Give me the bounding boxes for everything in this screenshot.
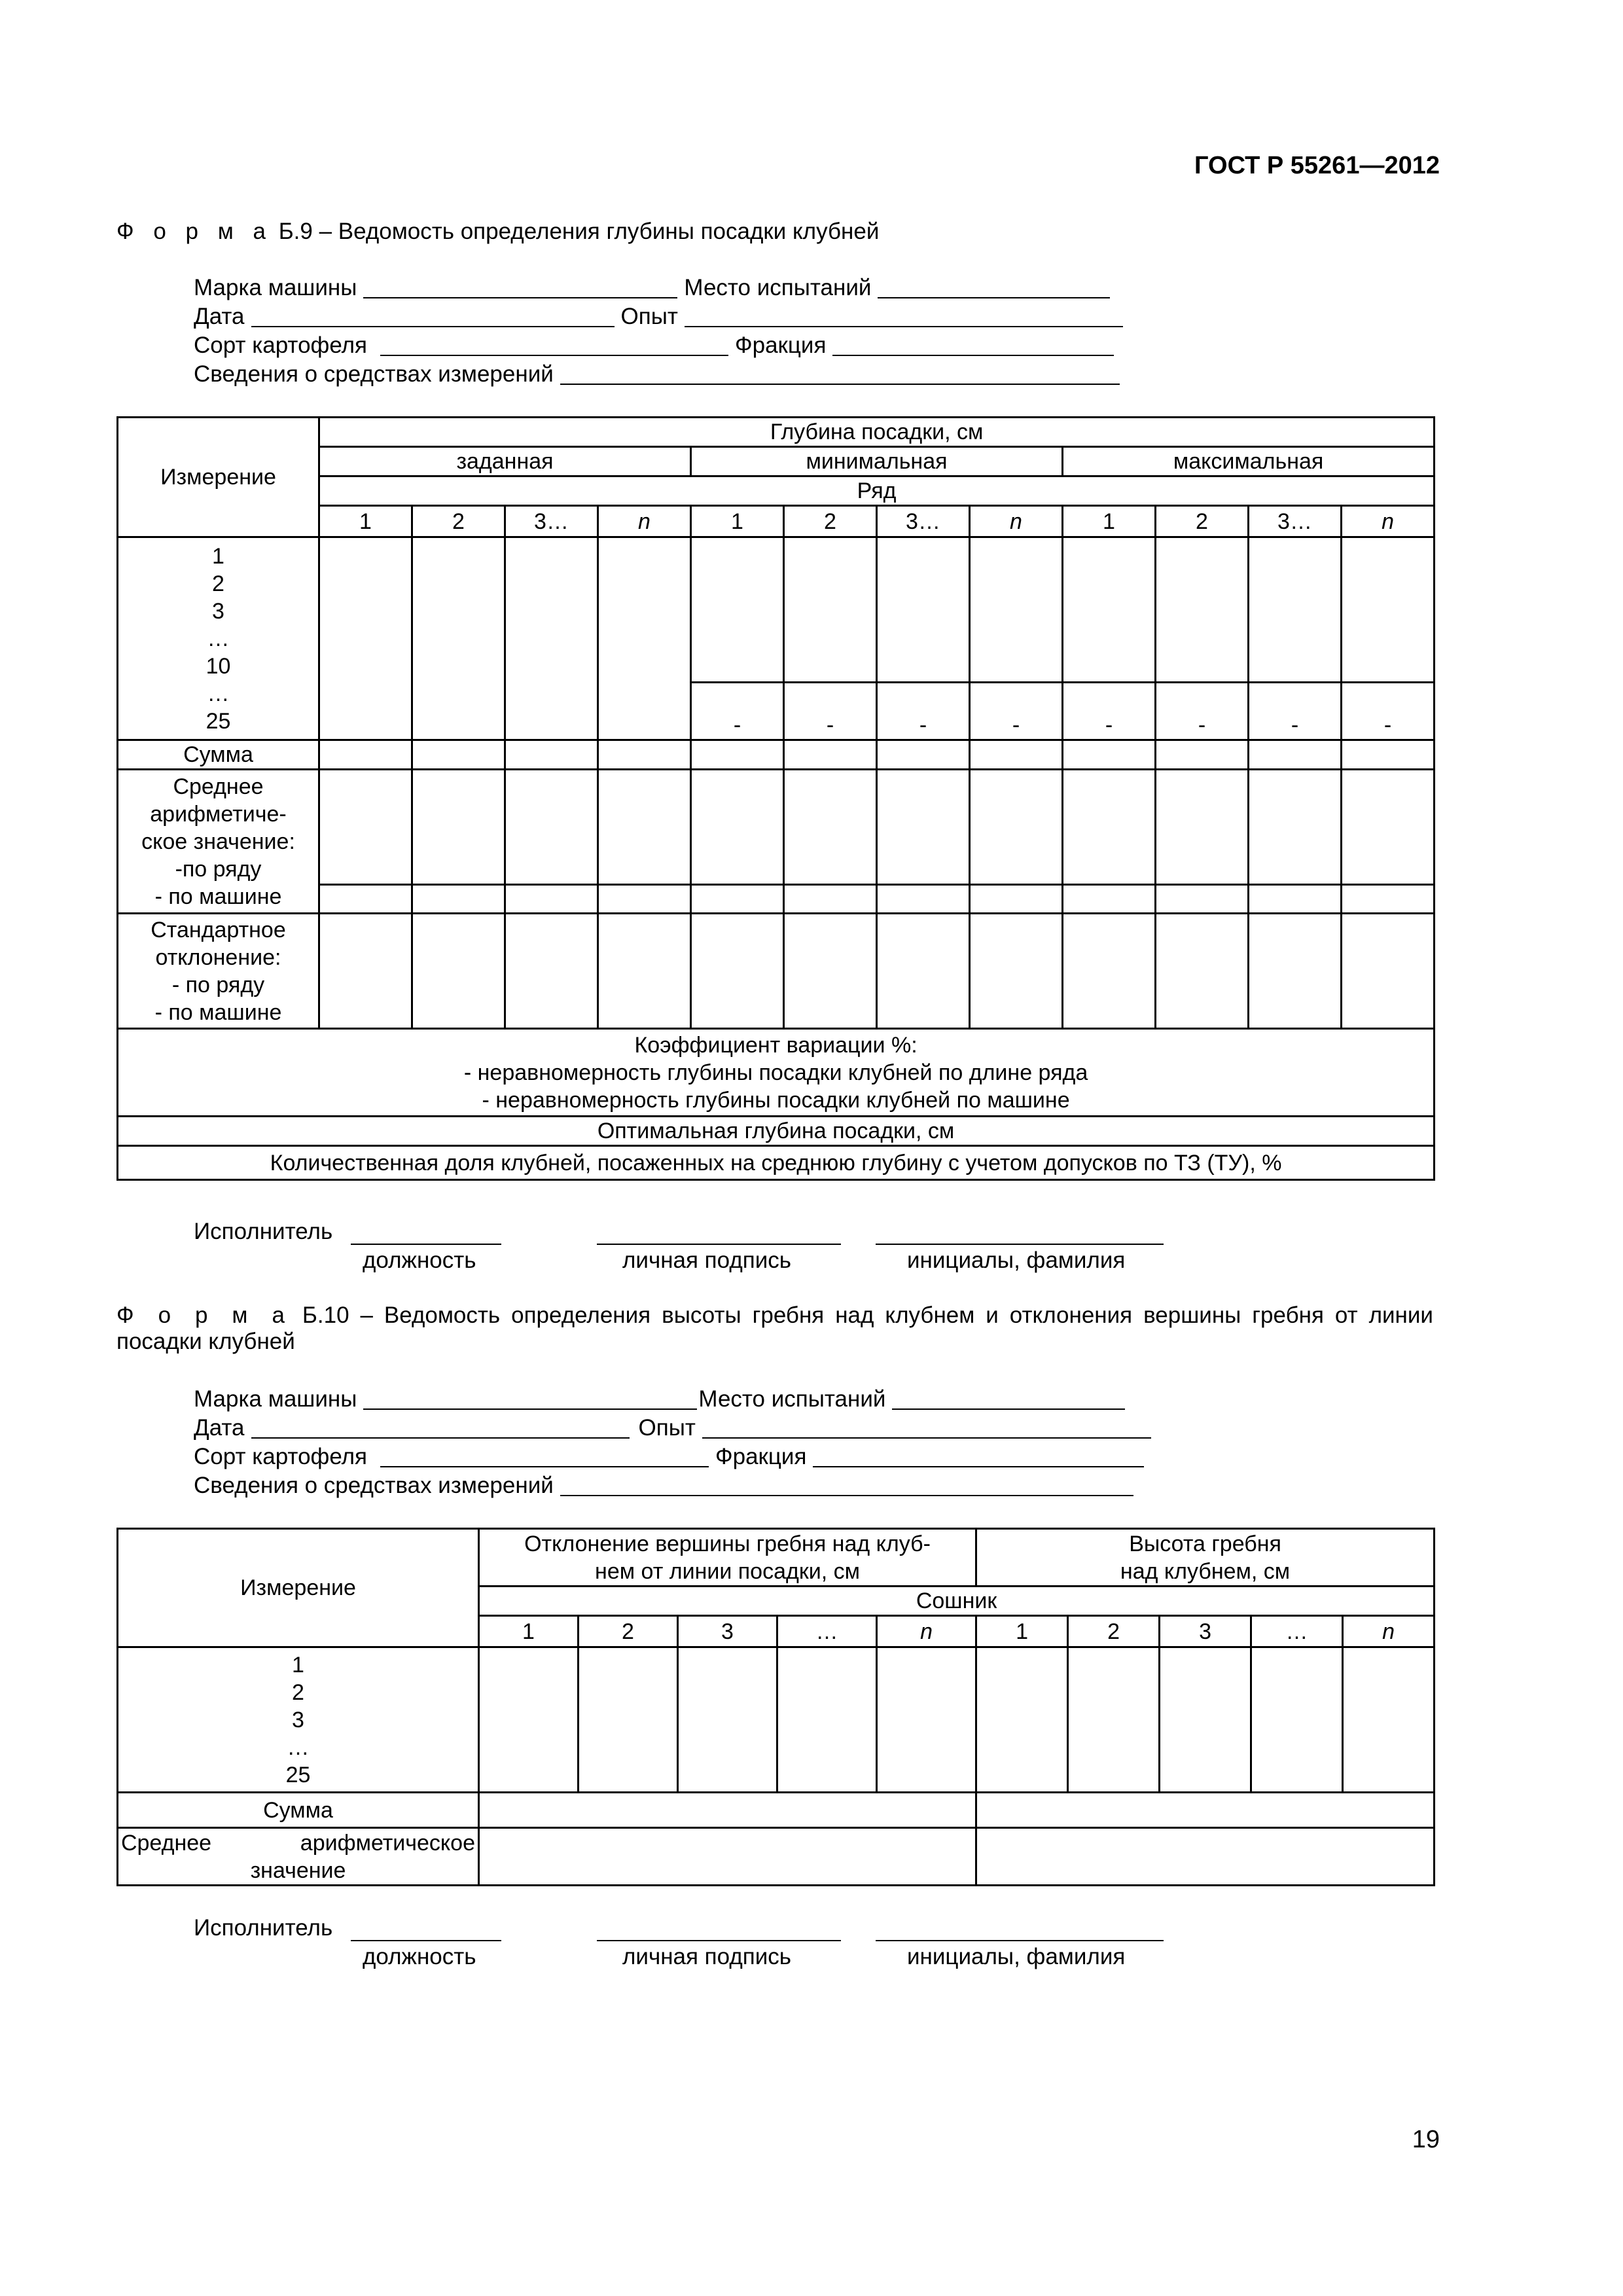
position-caption: должность — [363, 1944, 476, 1969]
mean-line-2: значение — [250, 1857, 346, 1883]
form9-group-max: максимальная — [1063, 447, 1435, 476]
form9-measurement-header: Измерение — [118, 418, 319, 537]
mean-line: ское значение: — [141, 829, 295, 854]
form9-cell[interactable] — [505, 914, 598, 1029]
form10-signature-block — [194, 1915, 1241, 1981]
mean-line: - по машине — [154, 884, 282, 909]
meas-num: 3 — [292, 1707, 304, 1732]
form9-date-label: Дата — [194, 304, 245, 329]
mean-line-1 — [121, 1829, 475, 1857]
form10-col-n: n — [877, 1616, 976, 1647]
form9-cell[interactable] — [970, 537, 1063, 683]
std-line: - по машине — [154, 999, 282, 1025]
form9-cell[interactable] — [412, 770, 505, 885]
form9-col-2: 2 — [412, 506, 505, 537]
form10-title-line1 — [116, 1302, 1433, 1329]
form10-variety-label: Сорт картофеля — [194, 1444, 368, 1469]
form9-dash-cell: - — [970, 683, 1063, 740]
form9-col-2: 2 — [784, 506, 877, 537]
form10-measurement-numbers — [118, 1647, 479, 1793]
form9-cell[interactable] — [784, 885, 877, 914]
form9-machine-blank[interactable] — [363, 278, 677, 298]
form10-deviation-header — [479, 1529, 976, 1587]
cv-line: Коэффициент вариации %: — [634, 1032, 918, 1058]
form9-group-set: заданная — [319, 447, 691, 476]
cv-line: - неравномерность глубины посадки клубней по длине ряда — [463, 1060, 1088, 1085]
form9-cell[interactable] — [505, 740, 598, 770]
form10-cell[interactable] — [1068, 1647, 1160, 1793]
form9-cell[interactable] — [598, 770, 691, 885]
form9-cell[interactable] — [412, 885, 505, 914]
form10-instruments-blank[interactable] — [560, 1475, 1133, 1496]
form10-col-3: 3 — [1160, 1616, 1251, 1647]
form9-cell[interactable] — [970, 770, 1063, 885]
form9-dash-cell: - — [1249, 683, 1342, 740]
form9-cell[interactable] — [877, 885, 970, 914]
form10-col-2: 2 — [1068, 1616, 1160, 1647]
form9-cell[interactable] — [1249, 740, 1342, 770]
form9-field-row-instruments — [194, 360, 1130, 389]
form10-table — [116, 1528, 1435, 1886]
mean-line: Среднее — [173, 774, 264, 799]
form9-cell[interactable] — [784, 740, 877, 770]
form9-cell[interactable] — [319, 885, 412, 914]
form9-place-blank[interactable] — [878, 278, 1110, 298]
form9-cell[interactable] — [1156, 914, 1249, 1029]
name-line[interactable] — [876, 1224, 1164, 1245]
meas-num: … — [287, 1734, 310, 1760]
form10-title-text: Б.10 – Ведомость определения высоты гребня над клубнем и отклонения вершины гребня от линии — [302, 1302, 1433, 1328]
name-caption: инициалы, фамилия — [907, 1247, 1126, 1273]
form9-cell[interactable] — [970, 740, 1063, 770]
form10-fraction-blank[interactable] — [813, 1446, 1144, 1467]
form10-col-2: 2 — [579, 1616, 678, 1647]
form10-sum-label: Сумма — [118, 1793, 479, 1828]
form9-field-row-date — [194, 302, 1130, 331]
form9-title-text: Б.9 – Ведомость определения глубины посадки клубней — [278, 219, 880, 244]
form9-experiment-label: Опыт — [620, 304, 678, 329]
form9-cell[interactable] — [877, 914, 970, 1029]
form9-cell[interactable] — [412, 914, 505, 1029]
form10-col-1: 1 — [479, 1616, 579, 1647]
form9-cell[interactable] — [1063, 885, 1156, 914]
form9-cell[interactable] — [691, 770, 784, 885]
meas-num: 1 — [212, 543, 224, 569]
form9-cell[interactable] — [319, 914, 412, 1029]
form9-col-n: n — [970, 506, 1063, 537]
form9-cell[interactable] — [784, 770, 877, 885]
form10-experiment-blank[interactable] — [702, 1418, 1151, 1439]
form9-cell[interactable] — [1342, 914, 1435, 1029]
cv-line: - неравномерность глубины посадки клубней по машине — [482, 1087, 1070, 1113]
form9-cell[interactable] — [784, 537, 877, 683]
form10-col-ellipsis: … — [1251, 1616, 1343, 1647]
form9-cell[interactable] — [691, 537, 784, 683]
form10-cell[interactable] — [877, 1647, 976, 1793]
meas-num: 2 — [212, 571, 224, 596]
std-line: - по ряду — [171, 972, 265, 997]
form9-table — [116, 416, 1435, 1181]
form9-dash-cell: - — [784, 683, 877, 740]
form10-field-row-variety — [194, 1443, 1158, 1471]
sign-caption: личная подпись — [622, 1944, 791, 1969]
form10-mean-label — [118, 1828, 479, 1886]
form10-height-header — [976, 1529, 1435, 1587]
form9-cell[interactable] — [319, 740, 412, 770]
meas-num: 10 — [205, 653, 231, 679]
form10-cell[interactable] — [1251, 1647, 1343, 1793]
meas-num: 25 — [285, 1762, 311, 1787]
form10-machine-blank[interactable] — [363, 1389, 697, 1410]
form10-cell[interactable] — [976, 1647, 1068, 1793]
deviation-line: Отклонение вершины гребня над клуб- — [524, 1531, 931, 1556]
form9-cell[interactable] — [691, 740, 784, 770]
form9-signature-block — [194, 1219, 1241, 1284]
executor-label: Исполнитель — [194, 1915, 333, 1941]
mean-word: Среднее — [121, 1830, 212, 1856]
form9-col-2: 2 — [1156, 506, 1249, 537]
form9-col-3: 3… — [1249, 506, 1342, 537]
form9-cell[interactable] — [505, 770, 598, 885]
form10-cell[interactable] — [479, 1647, 579, 1793]
position-caption: должность — [363, 1247, 476, 1273]
form10-sum-deviation[interactable] — [479, 1793, 976, 1828]
form9-dash-cell: - — [691, 683, 784, 740]
executor-label: Исполнитель — [194, 1219, 333, 1244]
name-line[interactable] — [876, 1920, 1164, 1941]
form9-cell[interactable] — [1249, 914, 1342, 1029]
form10-mean-deviation[interactable] — [479, 1828, 976, 1886]
form10-cell[interactable] — [1343, 1647, 1435, 1793]
form9-cell[interactable] — [412, 537, 505, 740]
form9-field-row-variety — [194, 331, 1130, 360]
form10-experiment-label: Опыт — [638, 1415, 696, 1441]
form9-col-3: 3… — [505, 506, 598, 537]
form10-place-blank[interactable] — [892, 1389, 1125, 1410]
form9-depth-header: Глубина посадки, см — [319, 418, 1435, 447]
form9-machine-label: Марка машины — [194, 275, 357, 300]
form9-fraction-label: Фракция — [735, 332, 827, 358]
form9-cell[interactable] — [877, 537, 970, 683]
form9-cell[interactable] — [691, 914, 784, 1029]
form9-dash-cell: - — [1063, 683, 1156, 740]
form9-cell[interactable] — [1249, 885, 1342, 914]
form10-measurement-header: Измерение — [118, 1529, 479, 1647]
form10-place-label: Место испытаний — [698, 1386, 886, 1412]
height-line: над клубнем, см — [1120, 1558, 1291, 1584]
form9-cell[interactable] — [1156, 770, 1249, 885]
std-line: Стандартное — [151, 917, 286, 942]
sign-caption: личная подпись — [622, 1247, 791, 1273]
form9-cell[interactable] — [412, 740, 505, 770]
height-line: Высота гребня — [1129, 1531, 1281, 1556]
std-line: отклонение: — [155, 944, 281, 970]
form9-field-row-machine — [194, 274, 1130, 302]
form9-cell[interactable] — [1249, 537, 1342, 683]
form10-row-label: Сошник — [479, 1587, 1435, 1616]
form10-title — [116, 1302, 1433, 1355]
form10-sum-height[interactable] — [976, 1793, 1435, 1828]
form9-dash-cell: - — [877, 683, 970, 740]
form9-cell[interactable] — [1342, 740, 1435, 770]
form10-col-3: 3 — [678, 1616, 777, 1647]
mean-line: -по ряду — [175, 856, 262, 882]
mean-word: арифметическое — [300, 1830, 475, 1856]
form9-col-n: n — [598, 506, 691, 537]
form9-cell[interactable] — [505, 537, 598, 740]
form9-cell[interactable] — [1156, 885, 1249, 914]
form9-fraction-blank[interactable] — [832, 335, 1114, 356]
form9-cell[interactable] — [1342, 770, 1435, 885]
form10-col-1: 1 — [976, 1616, 1068, 1647]
form9-cell[interactable] — [319, 537, 412, 740]
mean-line: арифметиче- — [150, 801, 287, 827]
meas-num: … — [207, 626, 230, 651]
form9-cell[interactable] — [1342, 537, 1435, 683]
form9-cell[interactable] — [598, 914, 691, 1029]
form10-cell[interactable] — [579, 1647, 678, 1793]
form10-col-n: n — [1343, 1616, 1435, 1647]
meas-num: 25 — [205, 708, 231, 734]
form9-cell[interactable] — [1063, 537, 1156, 683]
sign-line[interactable] — [597, 1920, 841, 1941]
form9-cell[interactable] — [1063, 770, 1156, 885]
form10-date-blank[interactable] — [251, 1418, 630, 1439]
form9-sum-label: Сумма — [118, 740, 319, 770]
form9-cell[interactable] — [691, 885, 784, 914]
form10-machine-label: Марка машины — [194, 1386, 357, 1412]
form10-mean-height[interactable] — [976, 1828, 1435, 1886]
form9-instruments-blank[interactable] — [560, 364, 1120, 385]
form9-cell[interactable] — [319, 770, 412, 885]
form9-cell[interactable] — [970, 885, 1063, 914]
form9-cell[interactable] — [598, 885, 691, 914]
form9-place-label: Место испытаний — [684, 275, 872, 300]
form9-measurement-numbers — [118, 537, 319, 740]
form9-col-1: 1 — [691, 506, 784, 537]
form9-cell[interactable] — [784, 914, 877, 1029]
form10-field-row-date — [194, 1414, 1158, 1443]
form9-cell[interactable] — [1063, 740, 1156, 770]
name-caption: инициалы, фамилия — [907, 1944, 1126, 1969]
form9-col-1: 1 — [1063, 506, 1156, 537]
position-line[interactable] — [351, 1224, 501, 1245]
form9-cell[interactable] — [598, 537, 691, 740]
form9-row-label: Ряд — [319, 476, 1435, 506]
meas-num: 3 — [212, 598, 224, 624]
meas-num: … — [207, 681, 230, 706]
form10-field-row-instruments — [194, 1471, 1158, 1500]
form10-variety-blank[interactable] — [380, 1446, 709, 1467]
form10-cell[interactable] — [1160, 1647, 1251, 1793]
form9-variety-blank[interactable] — [380, 335, 728, 356]
meas-num: 2 — [292, 1679, 304, 1705]
form9-cell[interactable] — [1249, 770, 1342, 885]
form9-mean-label — [118, 770, 319, 914]
form9-cv-block — [118, 1029, 1435, 1117]
sign-line[interactable] — [597, 1224, 841, 1245]
form10-col-ellipsis: … — [777, 1616, 877, 1647]
form10-cell[interactable] — [678, 1647, 777, 1793]
form9-cell[interactable] — [598, 740, 691, 770]
form9-cell[interactable] — [970, 914, 1063, 1029]
meas-num: 1 — [292, 1652, 304, 1677]
form9-cell[interactable] — [1156, 537, 1249, 683]
form9-share: Количественная доля клубней, посаженных на среднюю глубину с учетом допусков по ТЗ (ТУ), % — [118, 1146, 1435, 1180]
page-number: 19 — [1412, 2126, 1440, 2153]
deviation-line: нем от линии посадки, см — [595, 1558, 860, 1584]
form9-cell[interactable] — [877, 770, 970, 885]
document-standard-number: ГОСТ Р 55261—2012 — [1194, 152, 1440, 179]
form9-col-3: 3… — [877, 506, 970, 537]
form9-dash-cell: - — [1156, 683, 1249, 740]
form9-cell[interactable] — [877, 740, 970, 770]
form9-dash-cell: - — [1342, 683, 1435, 740]
form9-cell[interactable] — [1063, 914, 1156, 1029]
form9-title-prefix: Ф о р м а — [116, 219, 272, 244]
form9-optimal-depth: Оптимальная глубина посадки, см — [118, 1117, 1435, 1146]
form10-field-row-machine — [194, 1385, 1158, 1414]
form10-title-prefix: Ф о р м а — [116, 1302, 291, 1328]
form9-cell[interactable] — [1156, 740, 1249, 770]
form10-cell[interactable] — [777, 1647, 877, 1793]
form9-cell[interactable] — [505, 885, 598, 914]
form10-fields — [194, 1385, 1158, 1500]
form9-cell[interactable] — [1342, 885, 1435, 914]
form9-variety-label: Сорт картофеля — [194, 332, 368, 358]
form9-experiment-blank[interactable] — [685, 306, 1123, 327]
form10-title-line2: посадки клубней — [116, 1329, 295, 1354]
position-line[interactable] — [351, 1920, 501, 1941]
form10-fraction-label: Фракция — [715, 1444, 807, 1469]
form10-instruments-label: Сведения о средствах измерений — [194, 1473, 554, 1498]
form9-group-min: минимальная — [691, 447, 1063, 476]
form9-col-1: 1 — [319, 506, 412, 537]
form9-date-blank[interactable] — [251, 306, 615, 327]
form9-fields — [194, 274, 1130, 389]
form9-title — [116, 219, 879, 245]
form10-date-label: Дата — [194, 1415, 245, 1441]
form9-col-n: n — [1342, 506, 1435, 537]
form9-instruments-label: Сведения о средствах измерений — [194, 361, 554, 387]
form9-std-label — [118, 914, 319, 1029]
